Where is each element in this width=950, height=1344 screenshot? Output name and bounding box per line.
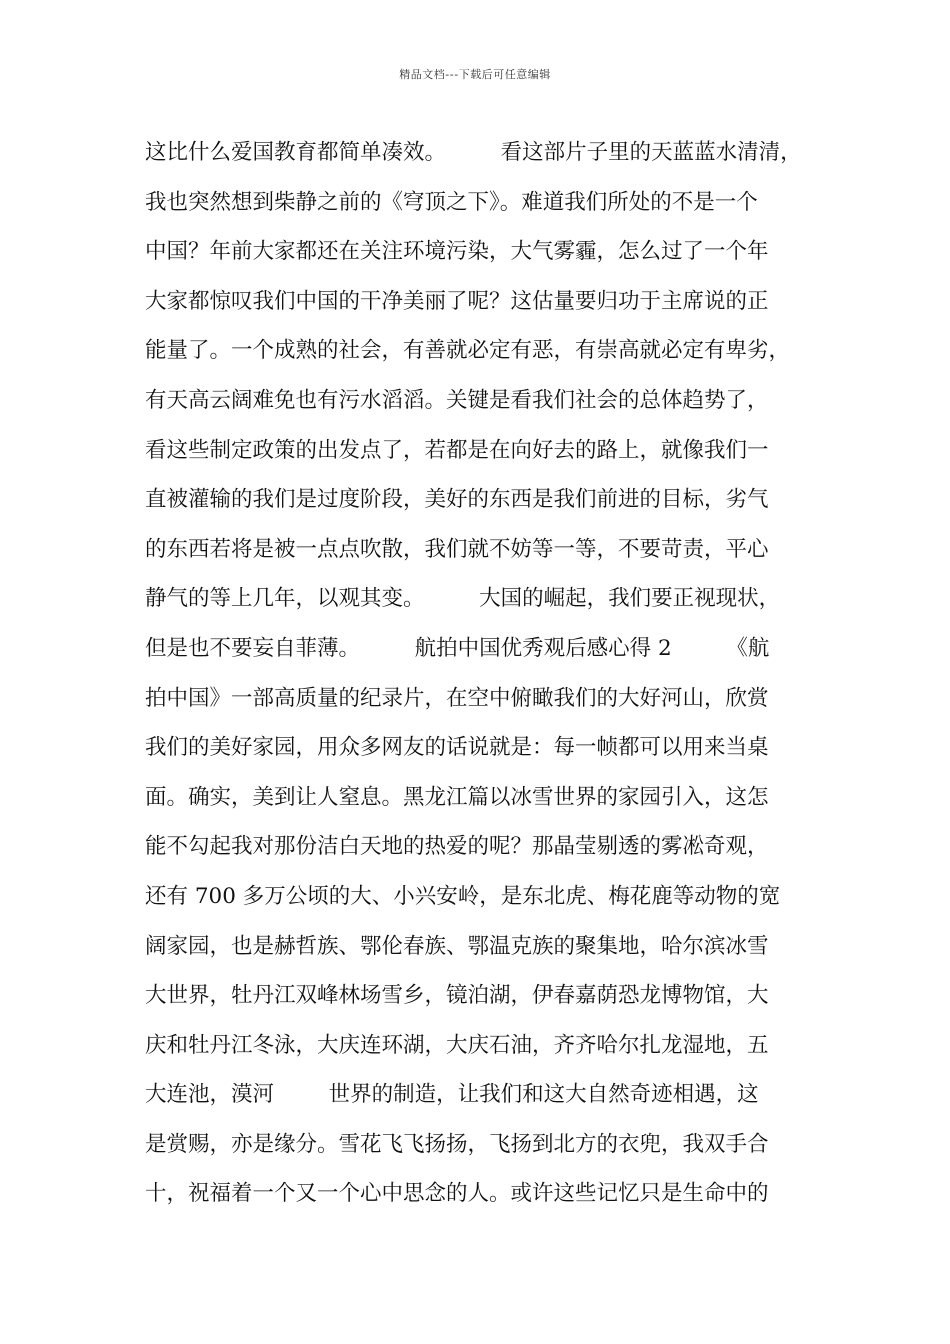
text-line: 能量了。一个成熟的社会，有善就必定有恶，有崇高就必定有卑劣，	[145, 338, 791, 364]
text-line: 看这些制定政策的出发点了，若都是在向好去的路上，就像我们一	[145, 437, 769, 463]
text-line: 直被灌输的我们是过度阶段，美好的东西是我们前进的目标，劣气	[145, 487, 769, 513]
text-line: 但是也不要妄自菲薄。 航拍中国优秀观后感心得 2 《航	[145, 635, 770, 661]
text-line: 大连池，漠河 世界的制造，让我们和这大自然奇迹相遇，这	[145, 1082, 759, 1108]
text-line: 这比什么爱国教育都简单凑效。 看这部片子里的天蓝蓝水清清，	[145, 140, 802, 165]
text-line: 大世界，牡丹江双峰林场雪乡，镜泊湖，伊春嘉荫恐龙博物馆，大	[145, 983, 769, 1009]
text-line: 庆和牡丹江冬泳，大庆连环湖，大庆石油，齐齐哈尔扎龙湿地，五	[145, 1032, 769, 1058]
text-line: 我们的美好家园，用众多网友的话说就是：每一帧都可以用来当桌	[145, 735, 769, 761]
text-line: 阔家园，也是赫哲族、鄂伦春族、鄂温克族的聚集地，哈尔滨冰雪	[145, 933, 769, 959]
text-line: 还有 700 多万公顷的大、小兴安岭，是东北虎、梅花鹿等动物的宽	[145, 883, 781, 909]
text-line: 是赏赐，亦是缘分。雪花飞飞扬扬，飞扬到北方的衣兜，我双手合	[145, 1131, 769, 1157]
text-line: 的东西若将是被一点点吹散，我们就不妨等一等，不要苛责，平心	[145, 536, 769, 562]
text-line: 十，祝福着一个又一个心中思念的人。或许这些记忆只是生命中的	[145, 1181, 769, 1207]
text-line: 能不勾起我对那份洁白天地的热爱的呢？那晶莹剔透的雾凇奇观，	[145, 834, 769, 860]
text-line: 大家都惊叹我们中国的干净美丽了呢？这估量要归功于主席说的正	[145, 288, 769, 314]
text-line: 中国？年前大家都还在关注环境污染，大气雾霾，怎么过了一个年	[145, 239, 769, 265]
page-header: 精品文档---下载后可任意编辑	[399, 68, 551, 81]
text-line: 面。确实，美到让人窒息。黑龙江篇以冰雪世界的家园引入，这怎	[145, 784, 769, 810]
body-text	[145, 128, 815, 1219]
text-line: 我也突然想到柴静之前的《穹顶之下》。难道我们所处的不是一个	[145, 189, 758, 215]
text-line: 静气的等上几年，以观其变。 大国的崛起，我们要正视现状，	[145, 586, 781, 612]
text-line: 拍中国》一部高质量的纪录片，在空中俯瞰我们的大好河山，欣赏	[145, 685, 769, 711]
text-line: 有天高云阔难免也有污水滔滔。关键是看我们社会的总体趋势了，	[145, 387, 769, 413]
